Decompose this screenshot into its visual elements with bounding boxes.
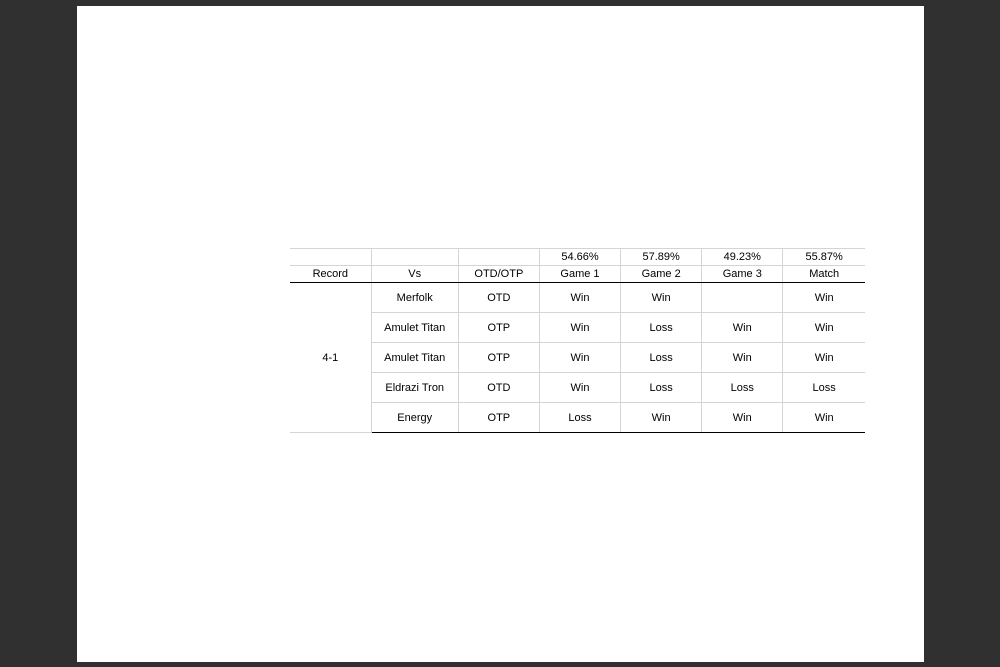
game2-result: Loss xyxy=(621,343,702,373)
game1-result: Win xyxy=(539,283,620,313)
game3-result: Win xyxy=(702,343,783,373)
win-percentage-row xyxy=(290,249,865,266)
match-result: Win xyxy=(783,283,865,313)
game3-result: Loss xyxy=(702,373,783,403)
game2-result: Loss xyxy=(621,313,702,343)
game1-result: Win xyxy=(539,343,620,373)
header-match: Match xyxy=(783,266,865,283)
play-draw-cell: OTP xyxy=(458,313,539,343)
header-game-2: Game 2 xyxy=(621,266,702,283)
header-vs: Vs xyxy=(371,266,458,283)
opponent-cell: Amulet Titan xyxy=(371,343,458,373)
percent-cell xyxy=(458,249,539,266)
document-page xyxy=(77,6,924,662)
opponent-cell: Eldrazi Tron xyxy=(371,373,458,403)
game3-result: Win xyxy=(702,403,783,433)
header-row xyxy=(290,266,865,283)
header-game-1: Game 1 xyxy=(539,266,620,283)
table-row xyxy=(290,283,865,313)
game1-result: Win xyxy=(539,313,620,343)
percent-cell xyxy=(371,249,458,266)
play-draw-cell: OTD xyxy=(458,283,539,313)
match-result: Win xyxy=(783,343,865,373)
header-otd-otp: OTD/OTP xyxy=(458,266,539,283)
header-game-3: Game 3 xyxy=(702,266,783,283)
match-win-percent: 55.87% xyxy=(783,249,865,266)
match-result: Win xyxy=(783,313,865,343)
game1-result: Win xyxy=(539,373,620,403)
opponent-cell: Merfolk xyxy=(371,283,458,313)
table-row xyxy=(290,373,865,403)
record-cell: 4-1 xyxy=(290,283,371,433)
play-draw-cell: OTP xyxy=(458,403,539,433)
game3-result xyxy=(702,283,783,313)
opponent-cell: Energy xyxy=(371,403,458,433)
game2-result: Loss xyxy=(621,373,702,403)
play-draw-cell: OTP xyxy=(458,343,539,373)
game2-win-percent: 57.89% xyxy=(621,249,702,266)
match-result: Loss xyxy=(783,373,865,403)
match-result: Win xyxy=(783,403,865,433)
game3-win-percent: 49.23% xyxy=(702,249,783,266)
play-draw-cell: OTD xyxy=(458,373,539,403)
opponent-cell: Amulet Titan xyxy=(371,313,458,343)
game1-win-percent: 54.66% xyxy=(539,249,620,266)
table-row xyxy=(290,343,865,373)
game3-result: Win xyxy=(702,313,783,343)
table-row xyxy=(290,313,865,343)
game1-result: Loss xyxy=(539,403,620,433)
percent-cell xyxy=(290,249,371,266)
game2-result: Win xyxy=(621,403,702,433)
game2-result: Win xyxy=(621,283,702,313)
header-record: Record xyxy=(290,266,371,283)
table-row xyxy=(290,403,865,433)
match-results-table xyxy=(290,248,865,433)
